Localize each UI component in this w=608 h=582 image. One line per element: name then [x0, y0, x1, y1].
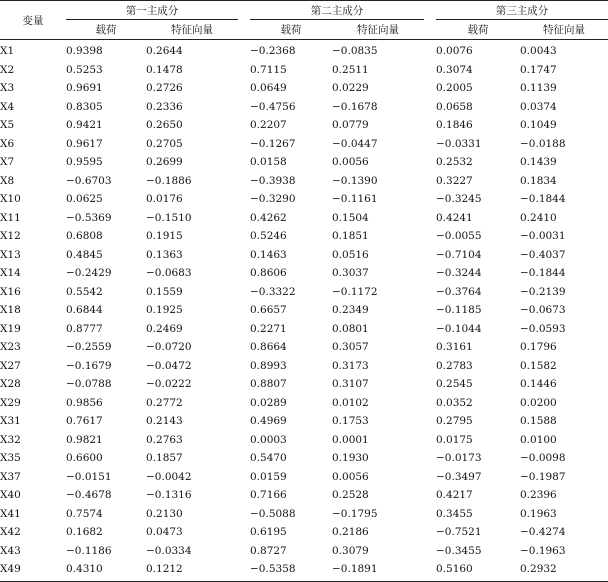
group-header-pc1: 第一主成分	[66, 1, 238, 20]
pc3-loading-cell: 0.3227	[436, 174, 473, 187]
pc3-loading-cell: 0.0658	[436, 100, 473, 113]
variable-cell: X42	[0, 526, 21, 539]
pc3-eigenvector-cell: −0.0188	[520, 137, 566, 150]
variable-cell: X7	[0, 156, 15, 169]
pc3-eigenvector-cell: 0.0043	[520, 45, 557, 58]
pc1-loading-cell: 0.9691	[66, 82, 103, 95]
pc1-eigenvector-cell: 0.2763	[146, 433, 183, 446]
pc3-loading-cell: 0.5160	[436, 560, 520, 581]
variable-cell: X40	[0, 489, 21, 502]
pc2-eigenvector-cell: −0.1795	[332, 507, 378, 520]
variable-cell: X49	[0, 560, 66, 581]
pc3-loading-cell: 0.4241	[436, 211, 473, 224]
pc3-loading-cell: 0.0076	[436, 45, 473, 58]
pc3-eigenvector-cell: 0.2932	[520, 560, 608, 581]
pc3-eigenvector-cell: −0.0098	[520, 452, 566, 465]
pc1-loading-cell: 0.4845	[66, 248, 103, 261]
pc2-loading-cell: 0.8664	[250, 341, 287, 354]
variable-cell: X28	[0, 378, 21, 391]
pc1-loading-cell: 0.7617	[66, 415, 103, 428]
variable-cell: X23	[0, 341, 21, 354]
pc3-loading-cell: −0.3455	[436, 544, 482, 557]
variable-cell: X37	[0, 470, 21, 483]
pc1-loading-cell: 0.8305	[66, 100, 103, 113]
subheader-pc1-loading: 载荷	[66, 20, 146, 40]
table-row	[0, 301, 608, 320]
pc3-eigenvector-cell: −0.0593	[520, 322, 566, 335]
pc1-loading-cell: −0.2429	[66, 267, 112, 280]
table-row	[0, 98, 608, 117]
pc2-loading-cell: 0.2271	[250, 322, 287, 335]
pc1-eigenvector-cell: 0.1857	[146, 452, 183, 465]
table-row	[0, 523, 608, 542]
pc1-loading-cell: −0.6703	[66, 174, 112, 187]
pc2-loading-cell: 0.0159	[250, 470, 287, 483]
pc3-loading-cell: −0.3497	[436, 470, 482, 483]
pc2-eigenvector-cell: 0.0229	[332, 82, 369, 95]
table-row	[0, 209, 608, 228]
pc1-loading-cell: 0.1682	[66, 526, 103, 539]
variable-cell: X27	[0, 359, 21, 372]
pc1-loading-cell: 0.9595	[66, 156, 103, 169]
group-header-pc2: 第二主成分	[250, 1, 424, 20]
pc1-eigenvector-cell: 0.2650	[146, 119, 183, 132]
pc2-eigenvector-cell: −0.1891	[332, 560, 424, 581]
pc2-loading-cell: −0.3290	[250, 193, 296, 206]
pc1-loading-cell: −0.2559	[66, 341, 112, 354]
pc1-eigenvector-cell: −0.0472	[146, 359, 192, 372]
variable-cell: X19	[0, 322, 21, 335]
pc2-eigenvector-cell: 0.1504	[332, 211, 369, 224]
variable-cell: X14	[0, 267, 21, 280]
pc2-eigenvector-cell: 0.3057	[332, 341, 369, 354]
pc2-loading-cell: 0.8606	[250, 267, 287, 280]
pc3-loading-cell: 0.3455	[436, 507, 473, 520]
pc2-loading-cell: 0.7115	[250, 63, 287, 76]
pc1-eigenvector-cell: 0.2772	[146, 396, 183, 409]
pc3-loading-cell: 0.2795	[436, 415, 473, 428]
subheader-pc2-eigenvector: 特征向量	[332, 20, 424, 40]
pc3-loading-cell: −0.0055	[436, 230, 482, 243]
subheader-pc3-loading: 载荷	[436, 20, 520, 40]
pc2-loading-cell: −0.5358	[250, 560, 332, 581]
pc1-eigenvector-cell: −0.0683	[146, 267, 192, 280]
pc1-loading-cell: −0.5369	[66, 211, 112, 224]
pc2-eigenvector-cell: −0.1390	[332, 174, 378, 187]
pc3-loading-cell: 0.1846	[436, 119, 473, 132]
pc2-eigenvector-cell: 0.2186	[332, 526, 369, 539]
variable-cell: X18	[0, 304, 21, 317]
pc2-loading-cell: −0.3322	[250, 285, 296, 298]
pc3-eigenvector-cell: 0.1582	[520, 359, 557, 372]
pc2-loading-cell: −0.5088	[250, 507, 296, 520]
table-row	[0, 505, 608, 524]
table-row	[0, 227, 608, 246]
pc2-loading-cell: 0.4969	[250, 415, 287, 428]
pc3-loading-cell: 0.2545	[436, 378, 473, 391]
pc3-eigenvector-cell: −0.2139	[520, 285, 566, 298]
pc1-eigenvector-cell: 0.2705	[146, 137, 183, 150]
pc1-eigenvector-cell: 0.2336	[146, 100, 183, 113]
variable-cell: X10	[0, 193, 21, 206]
table-row	[0, 40, 608, 61]
pc2-eigenvector-cell: −0.0447	[332, 137, 378, 150]
variable-cell: X11	[0, 211, 21, 224]
pc3-loading-cell: −0.7104	[436, 248, 482, 261]
pc3-eigenvector-cell: 0.2410	[520, 211, 557, 224]
pc2-loading-cell: 0.8727	[250, 544, 287, 557]
table-row	[0, 486, 608, 505]
pc3-eigenvector-cell: 0.1439	[520, 156, 557, 169]
pc1-loading-cell: 0.6808	[66, 230, 103, 243]
pc1-loading-cell: 0.5253	[66, 63, 103, 76]
table-row	[0, 468, 608, 487]
pc1-loading-cell: −0.4678	[66, 489, 112, 502]
pc3-eigenvector-cell: 0.1963	[520, 507, 557, 520]
pc1-eigenvector-cell: −0.0222	[146, 378, 192, 391]
pc2-eigenvector-cell: 0.3079	[332, 544, 369, 557]
pc3-loading-cell: 0.0175	[436, 433, 473, 446]
pc3-eigenvector-cell: 0.1139	[520, 82, 557, 95]
pc3-loading-cell: −0.1185	[436, 304, 482, 317]
pc1-loading-cell: 0.9821	[66, 433, 103, 446]
pc3-loading-cell: 0.3074	[436, 63, 473, 76]
variable-cell: X5	[0, 119, 15, 132]
pc3-loading-cell: −0.3245	[436, 193, 482, 206]
subheader-pc3-eigenvector: 特征向量	[520, 20, 608, 40]
variable-cell: X35	[0, 452, 21, 465]
pc2-eigenvector-cell: 0.2528	[332, 489, 369, 502]
pc2-loading-cell: 0.8807	[250, 378, 287, 391]
pc3-eigenvector-cell: 0.0374	[520, 100, 557, 113]
variable-cell: X8	[0, 174, 15, 187]
variable-cell: X16	[0, 285, 21, 298]
pc1-loading-cell: −0.0788	[66, 378, 112, 391]
pc3-loading-cell: −0.0173	[436, 452, 482, 465]
pc2-eigenvector-cell: 0.1930	[332, 452, 369, 465]
table-row	[0, 246, 608, 265]
pc1-loading-cell: 0.9856	[66, 396, 103, 409]
variable-cell: X13	[0, 248, 21, 261]
pc1-loading-cell: 0.0625	[66, 193, 103, 206]
pc3-eigenvector-cell: 0.1747	[520, 63, 557, 76]
pc2-loading-cell: 0.5246	[250, 230, 287, 243]
pc1-eigenvector-cell: 0.1363	[146, 248, 183, 261]
table-body	[0, 40, 608, 582]
variable-cell: X1	[0, 45, 15, 58]
pc2-eigenvector-cell: 0.0102	[332, 396, 369, 409]
group-header-pc3: 第三主成分	[436, 1, 608, 20]
pc1-eigenvector-cell: 0.0473	[146, 526, 183, 539]
pc1-loading-cell: −0.1679	[66, 359, 112, 372]
pc1-loading-cell: 0.9398	[66, 45, 103, 58]
pc1-eigenvector-cell: 0.0176	[146, 193, 183, 206]
pc2-eigenvector-cell: −0.1172	[332, 285, 378, 298]
pc3-loading-cell: 0.2532	[436, 156, 473, 169]
pc1-eigenvector-cell: 0.1915	[146, 230, 183, 243]
table-row	[0, 338, 608, 357]
pc3-loading-cell: −0.3764	[436, 285, 482, 298]
pc2-loading-cell: 0.2207	[250, 119, 287, 132]
pc1-loading-cell: −0.0151	[66, 470, 112, 483]
pc1-loading-cell: 0.7574	[66, 507, 103, 520]
pc3-eigenvector-cell: −0.0031	[520, 230, 566, 243]
pc2-eigenvector-cell: 0.0056	[332, 470, 369, 483]
pc2-loading-cell: −0.1267	[250, 137, 296, 150]
pc1-eigenvector-cell: 0.2644	[146, 45, 183, 58]
pc3-eigenvector-cell: 0.2396	[520, 489, 557, 502]
pc3-eigenvector-cell: −0.1963	[520, 544, 566, 557]
pc2-loading-cell: 0.0289	[250, 396, 287, 409]
pc2-eigenvector-cell: 0.3173	[332, 359, 369, 372]
pc2-loading-cell: 0.0649	[250, 82, 287, 95]
table-row	[0, 357, 608, 376]
pc1-eigenvector-cell: −0.0720	[146, 341, 192, 354]
variable-cell: X2	[0, 63, 15, 76]
variable-cell: X12	[0, 230, 21, 243]
pc3-eigenvector-cell: 0.0100	[520, 433, 557, 446]
table-row	[0, 61, 608, 80]
table-row	[0, 449, 608, 468]
pc2-loading-cell: −0.4756	[250, 100, 296, 113]
variable-cell: X3	[0, 82, 15, 95]
pc3-loading-cell: 0.0352	[436, 396, 473, 409]
pc1-eigenvector-cell: −0.0334	[146, 544, 192, 557]
table-row	[0, 412, 608, 431]
variable-cell: X32	[0, 433, 21, 446]
pc1-loading-cell: −0.1186	[66, 544, 112, 557]
pc3-eigenvector-cell: 0.1834	[520, 174, 557, 187]
table-row	[0, 431, 608, 450]
pc1-eigenvector-cell: −0.1316	[146, 489, 192, 502]
pc1-eigenvector-cell: 0.2130	[146, 507, 183, 520]
pc2-loading-cell: −0.2368	[250, 45, 296, 58]
pc1-loading-cell: 0.9617	[66, 137, 103, 150]
pc2-eigenvector-cell: 0.3037	[332, 267, 369, 280]
pc2-loading-cell: 0.5470	[250, 452, 287, 465]
pc1-eigenvector-cell: 0.2469	[146, 322, 183, 335]
pc2-loading-cell: 0.0158	[250, 156, 287, 169]
pc1-loading-cell: 0.6844	[66, 304, 103, 317]
variable-cell: X41	[0, 507, 21, 520]
pc2-eigenvector-cell: 0.0801	[332, 322, 369, 335]
subheader-pc2-loading: 载荷	[250, 20, 332, 40]
pc3-eigenvector-cell: −0.1844	[520, 267, 566, 280]
pc1-eigenvector-cell: −0.1886	[146, 174, 192, 187]
pc2-eigenvector-cell: −0.1161	[332, 193, 378, 206]
table-row	[0, 394, 608, 413]
pc1-loading-cell: 0.9421	[66, 119, 103, 132]
pc2-loading-cell: 0.6195	[250, 526, 287, 539]
pc3-loading-cell: 0.4217	[436, 489, 473, 502]
pc3-eigenvector-cell: −0.1987	[520, 470, 566, 483]
pc2-loading-cell: 0.8993	[250, 359, 287, 372]
variable-cell: X4	[0, 100, 15, 113]
pc2-eigenvector-cell: 0.2349	[332, 304, 369, 317]
pc1-loading-cell: 0.8777	[66, 322, 103, 335]
table-row	[0, 542, 608, 561]
table-row	[0, 375, 608, 394]
pc3-eigenvector-cell: 0.0200	[520, 396, 557, 409]
pc3-eigenvector-cell: 0.1446	[520, 378, 557, 391]
pc3-loading-cell: −0.0331	[436, 137, 482, 150]
pc1-eigenvector-cell: −0.0042	[146, 470, 192, 483]
pc2-eigenvector-cell: 0.0516	[332, 248, 369, 261]
pc1-eigenvector-cell: −0.1510	[146, 211, 192, 224]
pc2-loading-cell: 0.6657	[250, 304, 287, 317]
pc2-loading-cell: 0.7166	[250, 489, 287, 502]
variable-cell: X29	[0, 396, 21, 409]
pc3-eigenvector-cell: −0.4274	[520, 526, 566, 539]
pc2-eigenvector-cell: 0.3107	[332, 378, 369, 391]
pc3-loading-cell: −0.1044	[436, 322, 482, 335]
table-row	[0, 79, 608, 98]
table-row	[0, 283, 608, 302]
pc1-loading-cell: 0.6600	[66, 452, 103, 465]
table-row	[0, 116, 608, 135]
pc3-eigenvector-cell: −0.0673	[520, 304, 566, 317]
pc3-loading-cell: −0.3244	[436, 267, 482, 280]
variable-cell: X43	[0, 544, 21, 557]
pc2-loading-cell: 0.4262	[250, 211, 287, 224]
pc1-loading-cell: 0.4310	[66, 560, 146, 581]
pc2-eigenvector-cell: 0.1753	[332, 415, 369, 428]
pc2-loading-cell: 0.1463	[250, 248, 287, 261]
pc2-eigenvector-cell: 0.0001	[332, 433, 369, 446]
pc1-eigenvector-cell: 0.1925	[146, 304, 183, 317]
pc2-eigenvector-cell: 0.0056	[332, 156, 369, 169]
variable-cell: X6	[0, 137, 15, 150]
pc3-eigenvector-cell: 0.1049	[520, 119, 557, 132]
table-row	[0, 172, 608, 191]
pc1-eigenvector-cell: 0.2699	[146, 156, 183, 169]
pc2-eigenvector-cell: 0.0779	[332, 119, 369, 132]
pc3-eigenvector-cell: −0.1844	[520, 193, 566, 206]
pc2-eigenvector-cell: 0.2511	[332, 63, 369, 76]
pc3-loading-cell: −0.7521	[436, 526, 482, 539]
pc2-loading-cell: 0.0003	[250, 433, 287, 446]
pc1-loading-cell: 0.5542	[66, 285, 103, 298]
pc1-eigenvector-cell: 0.1212	[146, 560, 238, 581]
pc2-eigenvector-cell: −0.1678	[332, 100, 378, 113]
pc1-eigenvector-cell: 0.1478	[146, 63, 183, 76]
pc3-eigenvector-cell: 0.1588	[520, 415, 557, 428]
table-row	[0, 560, 608, 581]
table-row	[0, 153, 608, 172]
table-row	[0, 135, 608, 154]
pc2-eigenvector-cell: −0.0835	[332, 45, 378, 58]
pc3-loading-cell: 0.2005	[436, 82, 473, 95]
pc1-eigenvector-cell: 0.2726	[146, 82, 183, 95]
table-row	[0, 320, 608, 339]
table-row	[0, 264, 608, 283]
variable-header: 变量	[0, 1, 66, 40]
pc3-loading-cell: 0.2783	[436, 359, 473, 372]
table-row	[0, 190, 608, 209]
pc3-eigenvector-cell: −0.4037	[520, 248, 566, 261]
pc1-eigenvector-cell: 0.1559	[146, 285, 183, 298]
pc3-eigenvector-cell: 0.1796	[520, 341, 557, 354]
variable-cell: X31	[0, 415, 21, 428]
pc3-loading-cell: 0.3161	[436, 341, 473, 354]
subheader-pc1-eigenvector: 特征向量	[146, 20, 238, 40]
pc2-loading-cell: −0.3938	[250, 174, 296, 187]
pc2-eigenvector-cell: 0.1851	[332, 230, 369, 243]
pc1-eigenvector-cell: 0.2143	[146, 415, 183, 428]
